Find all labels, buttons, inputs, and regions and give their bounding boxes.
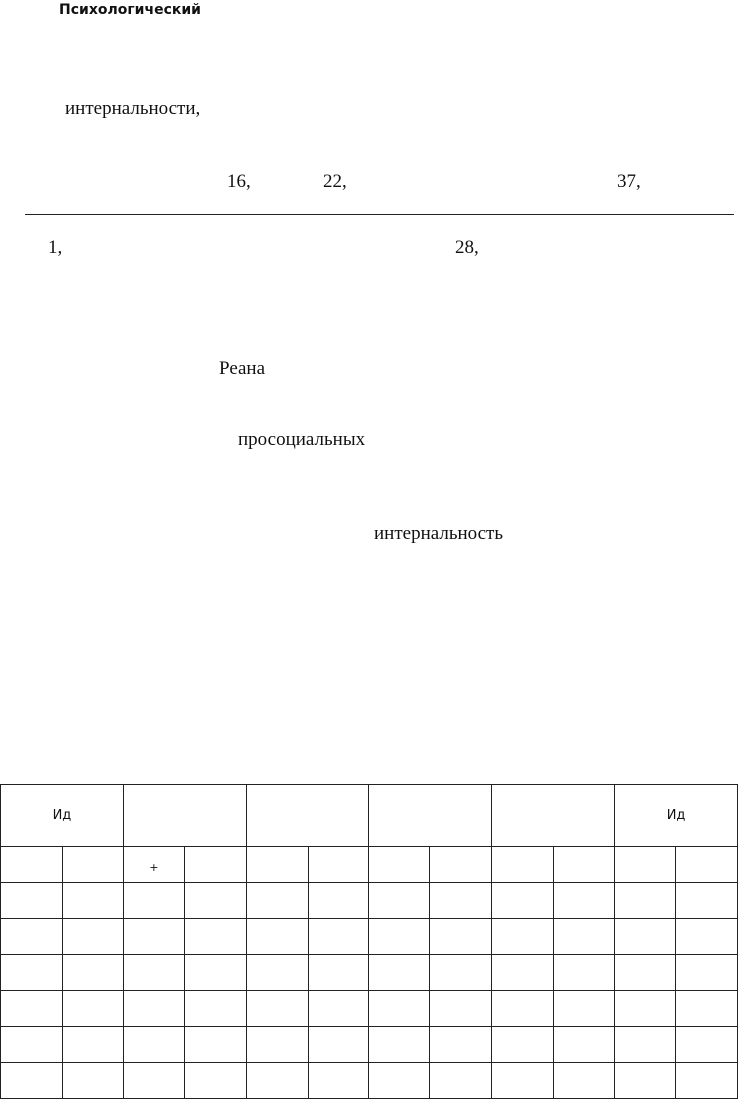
- table-cell: [615, 1063, 676, 1099]
- table-cell: [246, 919, 308, 955]
- table-cell: [430, 1063, 492, 1099]
- header-cell: Ид: [1, 785, 124, 847]
- table-cell: [184, 991, 246, 1027]
- table-cell: [554, 883, 615, 919]
- table-cell: [62, 919, 123, 955]
- table-cell: [554, 919, 615, 955]
- table-row: [1, 1027, 738, 1063]
- header-cell: Ид: [615, 785, 738, 847]
- table-cell: [615, 883, 676, 919]
- table-cell: [246, 1063, 308, 1099]
- table-cell: [492, 991, 554, 1027]
- table-cell: [184, 847, 246, 883]
- table-cell: [554, 847, 615, 883]
- table-cell: [123, 847, 184, 883]
- table-cell: [123, 955, 184, 991]
- table-cell: [123, 991, 184, 1027]
- table-cell: [369, 1027, 430, 1063]
- table-cell: [492, 919, 554, 955]
- table-cell: [430, 1027, 492, 1063]
- table-cell: [492, 847, 554, 883]
- table-cell: [308, 883, 369, 919]
- table-cell: [184, 1027, 246, 1063]
- table-cell: [676, 991, 738, 1027]
- header-cell: [369, 785, 492, 847]
- table-header-row: [1, 785, 738, 847]
- table-row: [1, 883, 738, 919]
- table-cell: [554, 1027, 615, 1063]
- table-cell: [369, 991, 430, 1027]
- header-cell: [492, 785, 615, 847]
- table-cell: [615, 955, 676, 991]
- header-cell: [123, 785, 246, 847]
- table-row: [1, 1063, 738, 1099]
- table-cell: [676, 1027, 738, 1063]
- table-cell: [123, 883, 184, 919]
- table-cell: [62, 1027, 123, 1063]
- table-cell: [615, 1027, 676, 1063]
- table-cell: [615, 991, 676, 1027]
- table-cell: [246, 955, 308, 991]
- data-table: [0, 784, 738, 1099]
- table-cell: [492, 1027, 554, 1063]
- table-cell: [369, 883, 430, 919]
- table-cell: [615, 919, 676, 955]
- table-cell: [369, 847, 430, 883]
- table-cell: [308, 991, 369, 1027]
- table-cell: [1, 1027, 63, 1063]
- table-cell: [62, 991, 123, 1027]
- table-cell: [369, 919, 430, 955]
- table-cell: [246, 847, 308, 883]
- table-cell: [615, 847, 676, 883]
- table-cell: [246, 991, 308, 1027]
- number-16: 16,: [227, 171, 251, 192]
- text-reana: Реана: [219, 358, 266, 379]
- number-37: 37,: [617, 171, 641, 192]
- text-prosocial: просоциальных: [238, 429, 366, 450]
- table-cell: [492, 1063, 554, 1099]
- table-cell: [123, 919, 184, 955]
- table-row: [1, 991, 738, 1027]
- table-cell: [123, 1027, 184, 1063]
- table-cell: [369, 1063, 430, 1099]
- table-cell: [676, 883, 738, 919]
- table-cell: [184, 955, 246, 991]
- table-cell: [1, 955, 63, 991]
- table-cell: [1, 991, 63, 1027]
- header-cell: [246, 785, 369, 847]
- table-cell: [676, 847, 738, 883]
- table-cell: [430, 883, 492, 919]
- table-cell: [308, 847, 369, 883]
- table-row: [1, 847, 738, 883]
- table-cell: [430, 847, 492, 883]
- table-cell: [308, 955, 369, 991]
- table-cell: [308, 919, 369, 955]
- table-cell: [62, 955, 123, 991]
- table-cell: [1, 1063, 63, 1099]
- table-cell: [62, 847, 123, 883]
- plus-mark: +: [149, 861, 159, 874]
- table-cell: [184, 883, 246, 919]
- table-cell: [554, 1063, 615, 1099]
- text-interiality-2: интернальность: [374, 523, 504, 544]
- table-cell: [1, 847, 63, 883]
- number-22: 22,: [323, 171, 347, 192]
- table-cell: [1, 883, 63, 919]
- table-cell: [430, 991, 492, 1027]
- table-cell: [676, 919, 738, 955]
- table-cell: [554, 955, 615, 991]
- table-cell: [123, 1063, 184, 1099]
- table-cell: [62, 1063, 123, 1099]
- page-header-title: Психологический: [59, 2, 201, 18]
- table-cell: [492, 883, 554, 919]
- table-cell: [308, 1063, 369, 1099]
- table-cell: [246, 883, 308, 919]
- table-cell: [184, 919, 246, 955]
- number-1: 1,: [48, 237, 63, 258]
- table-row: [1, 955, 738, 991]
- table-cell: [676, 955, 738, 991]
- table-cell: [492, 955, 554, 991]
- table-cell: [1, 919, 63, 955]
- table-cell: [369, 955, 430, 991]
- table-cell: [430, 955, 492, 991]
- table-cell: [308, 1027, 369, 1063]
- horizontal-rule: [25, 214, 734, 215]
- table-cell: [676, 1063, 738, 1099]
- table-cell: [246, 1027, 308, 1063]
- table-cell: [430, 919, 492, 955]
- table-cell: [62, 883, 123, 919]
- table-row: [1, 919, 738, 955]
- text-interiality-1: интернальности,: [65, 98, 201, 119]
- number-28: 28,: [455, 237, 479, 258]
- table-cell: [554, 991, 615, 1027]
- table-cell: [184, 1063, 246, 1099]
